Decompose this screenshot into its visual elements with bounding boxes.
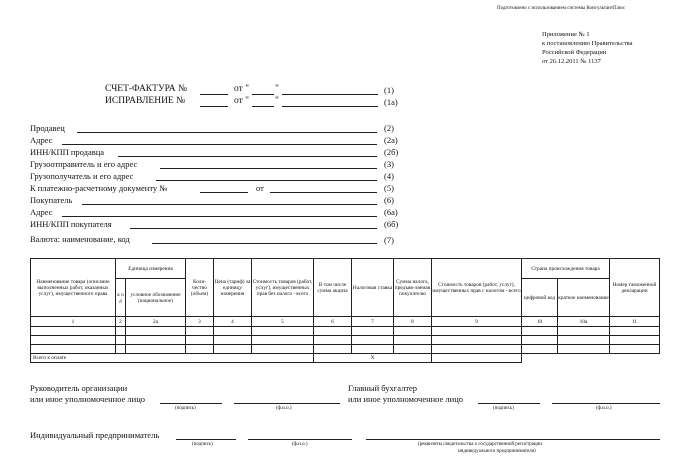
header-rate: Налоговая ставка [352, 259, 394, 317]
header-unit: Единица измерения [116, 259, 186, 279]
accountant-signature-line[interactable] [478, 403, 540, 404]
header-goods: Наименование товара (описание выполненных работ, оказанных услуг), имущественного права [31, 259, 116, 317]
head-sign-caption: (подпись) [175, 406, 196, 411]
col-number: 5 [252, 317, 314, 327]
system-note: Подготовлено с использованием системы КонсультантПлюс [497, 6, 626, 11]
correction-day-line[interactable] [252, 106, 274, 107]
col-number: 2 [116, 317, 126, 327]
field-code: (6а) [384, 207, 398, 217]
entrepreneur-fio-line[interactable] [248, 439, 352, 440]
accountant-fio-caption: (ф.и.о.) [596, 406, 612, 411]
appendix-line: Приложение № 1 [542, 31, 590, 38]
total-label: Всего к оплате [31, 354, 314, 363]
correction-date-from: от " [234, 96, 250, 106]
total-mark: X [314, 354, 432, 363]
appendix-line: от 26.12.2011 № 1137 [542, 58, 601, 65]
entrepreneur-fio-caption: (ф.и.о.) [292, 442, 308, 447]
field-line-payment-doc-number[interactable] [200, 192, 248, 193]
field-code: (5) [384, 183, 394, 193]
correction-month-line[interactable] [282, 106, 378, 107]
col-number: 1 [31, 317, 116, 327]
header-total: Стоимость товаров (работ, услуг), имущественных прав с налогом - всего [432, 259, 522, 317]
invoice-title: СЧЕТ-ФАКТУРА № [105, 84, 188, 94]
head-fio-line[interactable] [234, 403, 340, 404]
col-number: 8 [394, 317, 432, 327]
accountant-fio-line[interactable] [552, 403, 660, 404]
field-code: (4) [384, 171, 394, 181]
field-code: (3) [384, 159, 394, 169]
field-code: (6б) [384, 219, 399, 229]
col-number: 10 [522, 317, 558, 327]
header-price: Цена (тариф) за единицу измерения [214, 259, 252, 317]
table-total-row [31, 354, 660, 363]
field-line-consignor[interactable] [160, 168, 377, 169]
col-number: 6 [314, 317, 352, 327]
head-fio-caption: (ф.и.о.) [276, 406, 292, 411]
field-label-buyer: Покупатель [30, 195, 73, 205]
header-tax: Сумма налога, предъяв-ляемая покупателю [394, 259, 432, 317]
field-code: (2) [384, 123, 394, 133]
invoice-table [30, 258, 660, 363]
table-row [31, 336, 660, 345]
field-label-buyer-address: Адрес [30, 207, 53, 217]
header-unit-code: к о д [116, 279, 126, 317]
field-label-buyer-inn: ИНН/КПП покупателя [30, 219, 112, 229]
col-number: 3 [186, 317, 214, 327]
correction-title: ИСПРАВЛЕНИЕ № [105, 96, 186, 106]
col-number: 9 [432, 317, 522, 327]
field-code: (6) [384, 195, 394, 205]
field-label-seller-address: Адрес [30, 135, 53, 145]
appendix-line: к постановлению Правительства [542, 40, 633, 47]
field-line-currency[interactable] [152, 243, 377, 244]
header-origin: Страна происхождения товара [522, 259, 610, 279]
invoice-code: (1) [384, 85, 394, 95]
field-payment-doc-from: от [256, 183, 264, 193]
table-row [31, 327, 660, 336]
header-unit-name: условное обозначение (национальное) [126, 279, 186, 317]
entrepreneur-requisites-line[interactable] [366, 439, 660, 440]
appendix-line: Российской Федерации [542, 49, 607, 56]
field-line-seller-inn[interactable] [118, 156, 377, 157]
header-customs: Номер таможенной декларации [610, 259, 660, 317]
entrepreneur-signature-line[interactable] [176, 439, 236, 440]
table-row [31, 345, 660, 354]
head-signature-line[interactable] [160, 403, 222, 404]
header-qty: Коли-чество (объем) [186, 259, 214, 317]
field-line-seller-address[interactable] [62, 144, 377, 145]
field-code: (2а) [384, 135, 398, 145]
header-cost: Стоимость товаров (работ, услуг), имущественных прав без налога - всего [252, 259, 314, 317]
total-sum-cell[interactable] [432, 354, 522, 363]
col-number: 4 [214, 317, 252, 327]
correction-code: (1а) [384, 97, 398, 107]
col-number: 10а [558, 317, 610, 327]
field-line-buyer-inn[interactable] [130, 228, 377, 229]
field-code: (7) [384, 235, 394, 245]
header-excise: В том числе сумма акциза [314, 259, 352, 317]
accountant-label-line1: Главный бухгалтер [348, 383, 418, 393]
correction-date-quote: " [275, 96, 279, 106]
col-number: 2а [126, 317, 186, 327]
field-line-payment-doc-date[interactable] [270, 192, 377, 193]
accountant-label-line2: или иное уполномоченное лицо [348, 394, 464, 404]
invoice-month-line[interactable] [282, 94, 378, 95]
head-label-line1: Руководитель организации [30, 383, 128, 393]
field-line-seller[interactable] [77, 132, 377, 133]
correction-number-line[interactable] [200, 106, 228, 107]
field-line-consignee[interactable] [156, 180, 377, 181]
requisites-caption-line2: индивидуального предпринимателя) [458, 449, 536, 454]
field-label-currency: Валюта: наименование, код [30, 234, 130, 244]
invoice-date-quote: " [275, 84, 279, 94]
field-line-buyer-address[interactable] [62, 216, 377, 217]
invoice-day-line[interactable] [252, 94, 274, 95]
field-label-seller-inn: ИНН/КПП продавца [30, 147, 105, 157]
entrepreneur-label: Индивидуальный предприниматель [30, 430, 160, 440]
header-origin-name: краткое наименование [558, 279, 610, 317]
field-label-payment-doc: К платежно-расчетному документу № [30, 183, 168, 193]
invoice-date-from: от " [234, 84, 250, 94]
invoice-number-line[interactable] [200, 94, 228, 95]
field-label-seller: Продавец [30, 123, 65, 133]
field-label-consignor: Грузоотправитель и его адрес [30, 159, 138, 169]
header-origin-code: цифровой код [522, 279, 558, 317]
accountant-sign-caption: (подпись) [493, 406, 514, 411]
field-code: (2б) [384, 147, 399, 157]
appendix-block [542, 30, 633, 66]
field-line-buyer[interactable] [82, 204, 377, 205]
requisites-caption-line1: (реквизиты свидетельства о государственной регистрации [418, 442, 542, 447]
entrepreneur-sign-caption: (подпись) [192, 442, 213, 447]
col-number: 11 [610, 317, 660, 327]
col-number: 7 [352, 317, 394, 327]
head-label-line2: или иное уполномоченное лицо [30, 394, 146, 404]
field-label-consignee: Грузополучатель и его адрес [30, 171, 134, 181]
